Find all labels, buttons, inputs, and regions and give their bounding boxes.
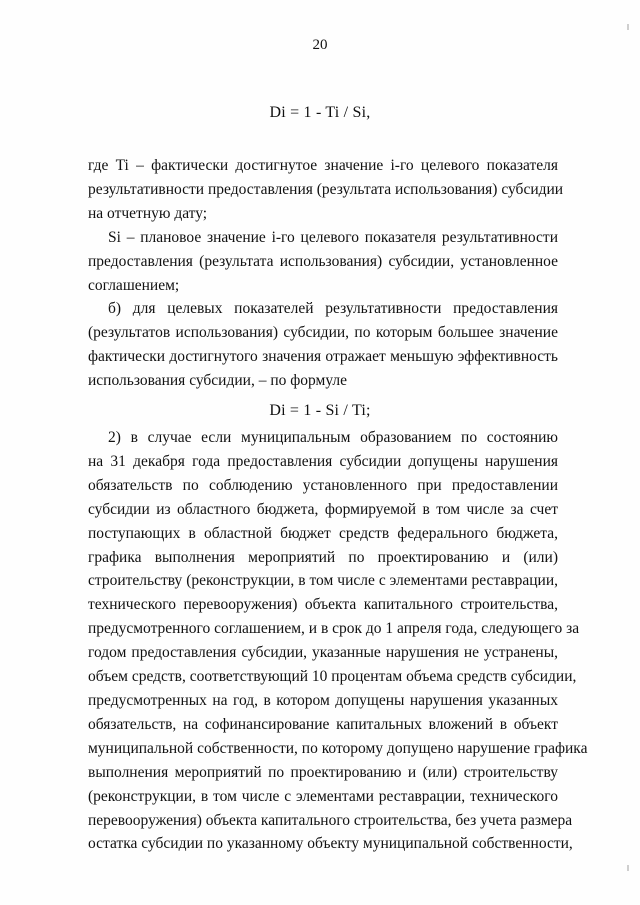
text-line: 2) в случае если муниципальным образованием по состоянию	[108, 429, 558, 446]
formula-2: Di = 1 - Si / Ti;	[269, 402, 371, 419]
text-line: на отчетную дату;	[88, 204, 208, 222]
text-line: б) для целевых показателей результативности предоставления	[108, 300, 558, 318]
text-line: фактически достигнутого значения отражает меньшую эффективность	[88, 348, 558, 366]
text-line: остатка субсидии по указанному объекту муниципальной собственности,	[88, 835, 573, 853]
text-line: соглашением;	[88, 276, 180, 294]
text-line: предоставления (результата использования) субсидии, установленное	[88, 252, 558, 270]
text-line: предусмотренного соглашением, и в срок до 1 апреля года, следующего за	[88, 620, 580, 638]
text-line: поступающих в областной бюджет средств федерального бюджета,	[88, 524, 558, 542]
page-number: 20	[312, 37, 328, 53]
text-line: (реконструкции, в том числе с элементами реставрации, технического	[88, 787, 558, 805]
text-block-1	[88, 154, 564, 393]
text-line: обязательств, на софинансирование капитальных вложений в объект	[88, 715, 558, 733]
text-line: перевооружения) объекта капитального строительства, без учета размера	[88, 811, 573, 829]
text-line: обязательств по соблюдению установленного при предоставлении	[88, 476, 558, 494]
text-line: использования субсидии, – по формуле	[88, 372, 348, 390]
text-line: выполнения мероприятий по проектированию и (или) строительству	[88, 763, 558, 781]
text-line: технического перевооружения) объекта капитального строительства,	[88, 596, 558, 614]
text-line: объем средств, соответствующий 10 процентам объема средств субсидии,	[88, 668, 577, 686]
text-line: Si – плановое значение i-го целевого показателя результативности	[108, 228, 558, 246]
text-line: субсидии из областного бюджета, формируемой в том числе за счет	[88, 500, 558, 518]
text-line: графика выполнения мероприятий по проектированию и (или)	[88, 548, 558, 566]
text-line: строительству (реконструкции, в том числе с элементами реставрации,	[88, 572, 558, 590]
text-line: муниципальной собственности, по которому допущено нарушение графика	[88, 739, 588, 757]
text-line: где Ti – фактически достигнутое значение i-го целевого показателя	[88, 157, 558, 174]
text-line: результативности предоставления (результата использования) субсидии	[88, 180, 564, 198]
text-line: на 31 декабря года предоставления субсидии допущены нарушения	[88, 452, 558, 470]
scan-artifact	[627, 865, 629, 871]
formula-1: Di = 1 - Ti / Si,	[269, 104, 371, 121]
text-line: (результатов использования) субсидии, по которым большее значение	[88, 324, 558, 342]
scan-artifact	[627, 24, 629, 30]
text-block-2	[88, 426, 588, 856]
text-line: годом предоставления субсидии, указанные нарушения не устранены,	[88, 644, 558, 662]
text-line: предусмотренных на год, в котором допущены нарушения указанных	[88, 691, 558, 709]
